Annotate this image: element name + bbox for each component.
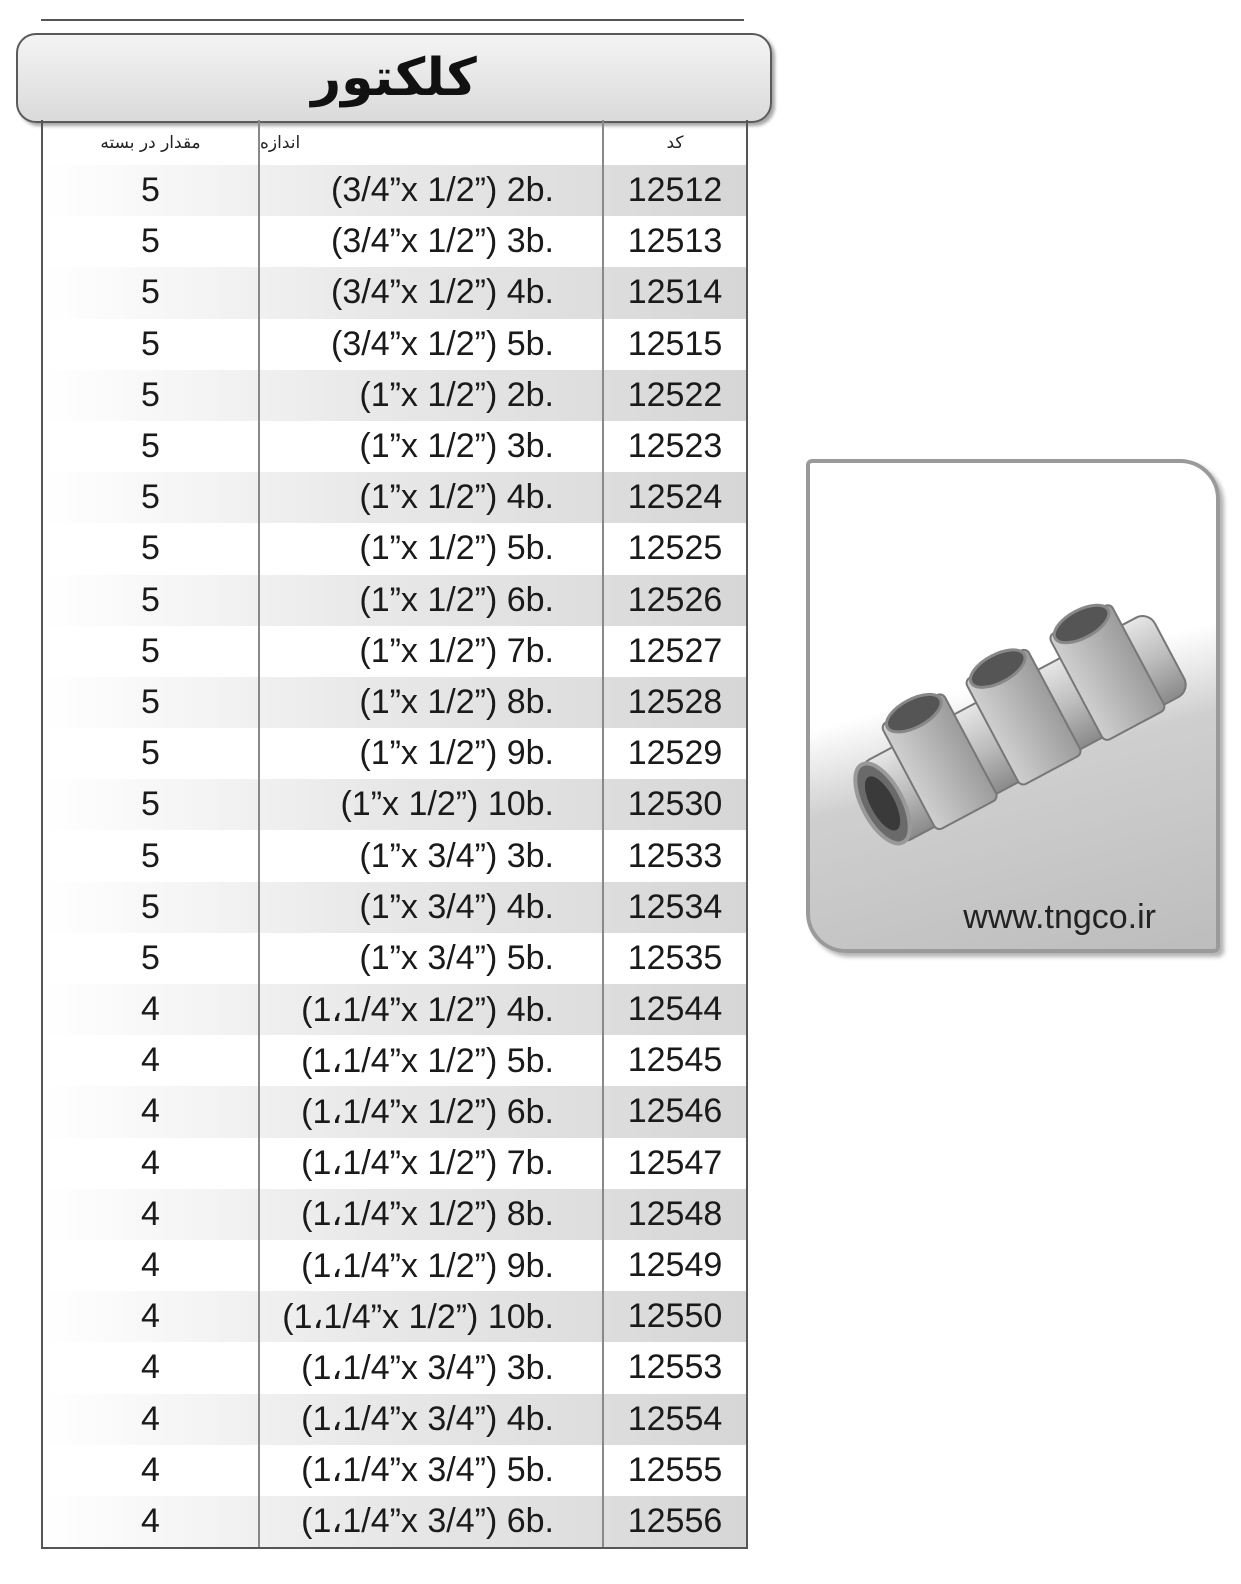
code-cell: 12523 <box>627 427 723 466</box>
size-text: (1،1/4”x 1/2”) 9b. <box>301 1246 554 1285</box>
size-cell <box>260 421 604 472</box>
size-cell <box>260 728 604 779</box>
size-cell <box>260 1035 604 1086</box>
quantity-cell: 5 <box>43 882 260 933</box>
size-cell <box>260 933 604 984</box>
table-row <box>43 1189 746 1240</box>
quantity-cell: 5 <box>43 267 260 318</box>
table-row <box>43 1291 746 1342</box>
size-cell <box>260 1189 604 1240</box>
website-url: www.tngco.ir <box>963 898 1156 936</box>
size-cell <box>260 626 604 677</box>
size-text: (1”x 1/2”) 9b. <box>359 734 554 773</box>
table-row <box>43 933 746 984</box>
top-rule <box>41 19 744 21</box>
size-text: (1”x 1/2”) 3b. <box>359 427 554 466</box>
table-row <box>43 830 746 881</box>
code-cell: 12555 <box>627 1450 723 1489</box>
size-text: (1،1/4”x 3/4”) 3b. <box>301 1348 554 1387</box>
quantity-cell: 4 <box>43 984 260 1035</box>
code-cell: 12556 <box>627 1501 723 1540</box>
size-text: (1”x 1/2”) 10b. <box>340 785 554 824</box>
size-cell <box>260 984 604 1035</box>
table-row <box>43 1086 746 1137</box>
quantity-cell: 4 <box>43 1342 260 1393</box>
size-cell <box>260 779 604 830</box>
code-cell: 12512 <box>627 171 723 210</box>
quantity-cell: 4 <box>43 1291 260 1342</box>
table-row <box>43 575 746 626</box>
table-row <box>43 1445 746 1496</box>
code-cell: 12553 <box>627 1348 723 1387</box>
size-cell <box>260 1086 604 1137</box>
table-row <box>43 1035 746 1086</box>
code-cell: 12533 <box>627 836 723 875</box>
size-cell <box>260 1342 604 1393</box>
size-text: (1”x 3/4”) 5b. <box>359 938 554 977</box>
table-row <box>43 1394 746 1445</box>
size-text: (3/4”x 1/2”) 3b. <box>331 222 554 261</box>
code-cell: 12545 <box>627 1041 723 1080</box>
table-row <box>43 779 746 830</box>
size-text: (3/4”x 1/2”) 2b. <box>331 171 554 210</box>
size-cell <box>260 575 604 626</box>
code-cell: 12513 <box>627 222 723 261</box>
code-cell: 12530 <box>627 785 723 824</box>
quantity-cell: 5 <box>43 626 260 677</box>
quantity-cell: 5 <box>43 677 260 728</box>
size-cell <box>260 267 604 318</box>
size-cell <box>260 370 604 421</box>
table-row <box>43 882 746 933</box>
code-cell: 12548 <box>627 1194 723 1233</box>
code-cell: 12547 <box>627 1143 723 1182</box>
size-text: (1،1/4”x 1/2”) 10b. <box>282 1297 554 1336</box>
size-cell <box>260 1138 604 1189</box>
code-cell: 12515 <box>627 324 723 363</box>
quantity-cell: 5 <box>43 370 260 421</box>
table-row <box>43 267 746 318</box>
size-text: (1”x 3/4”) 4b. <box>359 887 554 926</box>
product-card <box>806 459 1220 953</box>
code-cell: 12524 <box>627 478 723 517</box>
quantity-cell: 4 <box>43 1394 260 1445</box>
size-text: (1”x 1/2”) 6b. <box>359 580 554 619</box>
table-row <box>43 677 746 728</box>
header-code: کد <box>666 132 684 153</box>
quantity-cell: 5 <box>43 575 260 626</box>
code-cell: 12522 <box>627 375 723 414</box>
table-row <box>43 472 746 523</box>
code-cell: 12546 <box>627 1092 723 1131</box>
table-row <box>43 728 746 779</box>
code-cell: 12554 <box>627 1399 723 1438</box>
product-table <box>41 120 748 1549</box>
quantity-cell: 5 <box>43 319 260 370</box>
code-cell: 12527 <box>627 631 723 670</box>
quantity-cell: 5 <box>43 523 260 574</box>
header-size: اندازه <box>260 120 604 165</box>
size-text: (1”x 1/2”) 7b. <box>359 631 554 670</box>
quantity-cell: 4 <box>43 1138 260 1189</box>
size-text: (1”x 1/2”) 4b. <box>359 478 554 517</box>
quantity-cell: 4 <box>43 1496 260 1547</box>
size-text: (1،1/4”x 3/4”) 4b. <box>301 1400 554 1439</box>
size-cell <box>260 677 604 728</box>
code-cell: 12544 <box>627 990 723 1029</box>
quantity-cell: 5 <box>43 421 260 472</box>
quantity-cell: 5 <box>43 933 260 984</box>
page-title: کلکتور <box>311 48 477 108</box>
collector-manifold-photo <box>810 463 1216 949</box>
quantity-cell: 4 <box>43 1035 260 1086</box>
size-cell <box>260 523 604 574</box>
quantity-cell: 5 <box>43 165 260 216</box>
quantity-cell: 4 <box>43 1445 260 1496</box>
table-row <box>43 1342 746 1393</box>
quantity-cell: 5 <box>43 779 260 830</box>
quantity-cell: 4 <box>43 1189 260 1240</box>
table-row <box>43 523 746 574</box>
size-text: (3/4”x 1/2”) 4b. <box>331 273 554 312</box>
code-cell: 12526 <box>627 580 723 619</box>
table-row <box>43 216 746 267</box>
table-row <box>43 319 746 370</box>
table-header <box>43 120 746 165</box>
table-row <box>43 165 746 216</box>
size-text: (1،1/4”x 1/2”) 8b. <box>301 1195 554 1234</box>
code-cell: 12534 <box>627 887 723 926</box>
size-cell <box>260 882 604 933</box>
size-text: (1،1/4”x 1/2”) 7b. <box>301 1144 554 1183</box>
table-row <box>43 1240 746 1291</box>
code-cell: 12535 <box>627 938 723 977</box>
quantity-cell: 4 <box>43 1086 260 1137</box>
table-row <box>43 1138 746 1189</box>
code-cell: 12525 <box>627 529 723 568</box>
quantity-cell: 4 <box>43 1240 260 1291</box>
size-cell <box>260 1445 604 1496</box>
header-quantity: مقدار در بسته <box>43 120 260 165</box>
table-row <box>43 626 746 677</box>
code-cell: 12528 <box>627 682 723 721</box>
table-row <box>43 1496 746 1547</box>
code-cell: 12550 <box>627 1297 723 1336</box>
size-text: (1،1/4”x 3/4”) 5b. <box>301 1451 554 1490</box>
size-cell <box>260 1496 604 1547</box>
size-text: (1،1/4”x 1/2”) 6b. <box>301 1092 554 1131</box>
size-cell <box>260 1291 604 1342</box>
size-text: (3/4”x 1/2”) 5b. <box>331 324 554 363</box>
size-cell <box>260 1394 604 1445</box>
quantity-cell: 5 <box>43 472 260 523</box>
size-text: (1”x 1/2”) 8b. <box>359 682 554 721</box>
table-row <box>43 421 746 472</box>
table-row <box>43 370 746 421</box>
code-cell: 12529 <box>627 734 723 773</box>
table-row <box>43 984 746 1035</box>
size-cell <box>260 830 604 881</box>
quantity-cell: 5 <box>43 216 260 267</box>
size-text: (1”x 3/4”) 3b. <box>359 836 554 875</box>
code-cell: 12514 <box>627 273 723 312</box>
quantity-cell: 5 <box>43 728 260 779</box>
size-text: (1”x 1/2”) 2b. <box>359 375 554 414</box>
size-cell <box>260 472 604 523</box>
size-cell <box>260 1240 604 1291</box>
size-text: (1،1/4”x 1/2”) 4b. <box>301 990 554 1029</box>
size-cell <box>260 319 604 370</box>
size-text: (1،1/4”x 3/4”) 6b. <box>301 1502 554 1541</box>
quantity-cell: 5 <box>43 830 260 881</box>
size-cell <box>260 165 604 216</box>
size-text: (1”x 1/2”) 5b. <box>359 529 554 568</box>
title-banner <box>16 33 772 123</box>
size-cell <box>260 216 604 267</box>
size-text: (1،1/4”x 1/2”) 5b. <box>301 1041 554 1080</box>
code-cell: 12549 <box>627 1246 723 1285</box>
